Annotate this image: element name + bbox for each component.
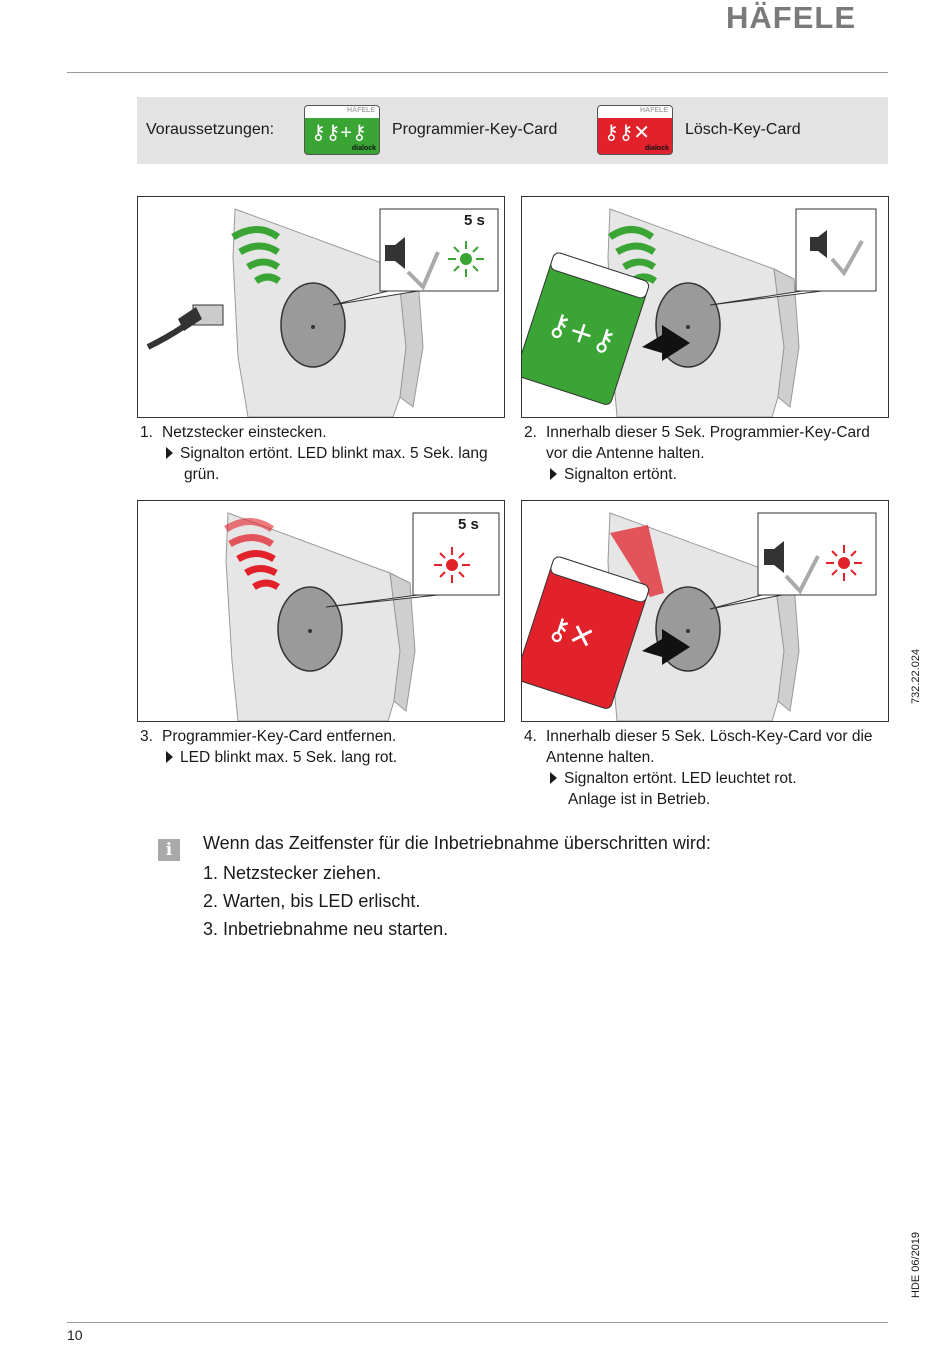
step-text: Programmier-Key-Card entfernen.	[162, 728, 397, 745]
prerequisites-bar	[137, 97, 888, 164]
step-text: Innerhalb dieser 5 Sek. Programmier-Key-Card	[546, 424, 870, 441]
step-result: LED blinkt max. 5 Sek. lang rot.	[166, 747, 397, 768]
illustration-step-2	[521, 196, 889, 418]
note-item: 3. Inbetriebnahme neu starten.	[203, 919, 449, 939]
step-text-cont: Antenne halten.	[546, 749, 655, 766]
result-arrow-icon	[166, 447, 173, 459]
brand-logo: HÄFELE	[726, 0, 856, 35]
step-2	[524, 422, 894, 488]
footer-rule	[67, 1322, 888, 1323]
step-result-cont: Anlage ist in Betrieb.	[568, 791, 711, 808]
step-number: 3.	[140, 728, 153, 745]
program-card-thumbnail	[304, 105, 380, 155]
program-card-brand: HÄFELE	[347, 107, 375, 114]
step-number: 2.	[524, 424, 537, 441]
step-4	[524, 726, 894, 812]
header-rule	[67, 72, 888, 73]
timer-label: 5 s	[464, 212, 485, 229]
step-number: 4.	[524, 728, 537, 745]
step-number: 1.	[140, 424, 153, 441]
svg-text:⚷✕: ⚷✕	[543, 609, 599, 658]
illustration-step-1	[137, 196, 505, 418]
delete-card-brand: HÄFELE	[640, 107, 668, 114]
speaker-icon	[810, 237, 818, 251]
step-text: Innerhalb dieser 5 Sek. Lösch-Key-Card vor die	[546, 728, 873, 745]
keys-delete-icon: ⚷⚷✕	[604, 122, 651, 144]
delete-card-thumbnail	[597, 105, 673, 155]
power-plug-icon	[148, 305, 223, 347]
keys-plus-icon: ⚷⚷+⚷	[311, 122, 367, 144]
note-item: 2. Warten, bis LED erlischt.	[203, 891, 421, 911]
speaker-icon	[764, 549, 774, 565]
timer-label: 5 s	[458, 516, 479, 533]
illustration-step-3	[137, 500, 505, 722]
result-arrow-icon	[550, 772, 557, 784]
illustration-step-4	[521, 500, 889, 722]
delete-card-label: Lösch-Key-Card	[685, 121, 801, 138]
step-result-cont: grün.	[184, 466, 220, 483]
page-number: 10	[67, 1327, 83, 1343]
note-intro: Wenn das Zeitfenster für die Inbetriebnahme überschritten wird:	[203, 833, 711, 853]
result-arrow-icon	[166, 751, 173, 763]
result-arrow-icon	[550, 468, 557, 480]
program-card-label: Programmier-Key-Card	[392, 121, 558, 138]
step-result: Signalton ertönt. LED leuchtet rot.	[550, 768, 797, 789]
svg-text:⚷+⚷: ⚷+⚷	[543, 305, 620, 361]
speaker-icon	[385, 245, 395, 261]
document-number: 732.22.024	[910, 648, 922, 704]
step-text-cont: vor die Antenne halten.	[546, 445, 705, 462]
prerequisites-label: Voraussetzungen:	[146, 121, 275, 138]
step-result: Signalton ertönt.	[550, 464, 677, 485]
step-text: Netzstecker einstecken.	[162, 424, 327, 441]
program-card-tag: dialock	[351, 145, 376, 152]
step-3	[140, 726, 510, 772]
step-1	[140, 422, 510, 488]
edition-label: HDE 06/2019	[910, 1231, 922, 1298]
delete-card-tag: dialock	[644, 145, 669, 152]
note-item: 1. Netzstecker ziehen.	[203, 863, 382, 883]
step-result: Signalton ertönt. LED blinkt max. 5 Sek. lang	[166, 443, 488, 464]
info-icon: i	[158, 839, 180, 861]
